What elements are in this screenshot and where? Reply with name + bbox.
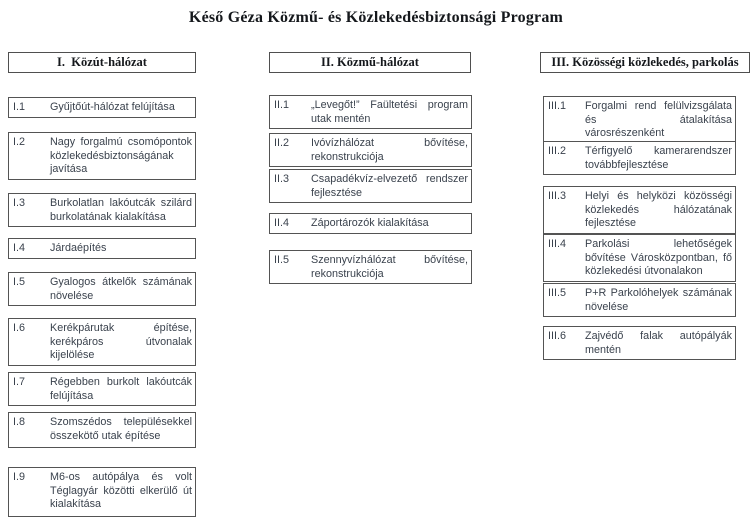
item-id: I.6 [13, 322, 26, 334]
item-box-i2 [8, 132, 196, 180]
item-text: Járdaépítés [50, 242, 107, 254]
column-header-kozmu-halozat: II. Közmű-hálózat [269, 52, 471, 73]
item-text: Gyalogos átkelők számának növelése [50, 276, 192, 302]
item-text: Kerékpárutak építése, kerékpáros útvonalak kijelölése [50, 322, 192, 362]
item-box-i8 [8, 412, 196, 448]
item-text: „Levegőt!” Faültetési program utak mentén [311, 99, 468, 125]
item-id: I.2 [13, 136, 26, 148]
item-box-ii4 [269, 213, 472, 234]
item-box-i7 [8, 372, 196, 406]
column-header-kozut-halozat: I. Közút-hálózat [8, 52, 196, 73]
item-text: P+R Parkolóhelyek számának növelése [585, 287, 732, 313]
page-title: Késő Géza Közmű- és Közlekedésbiztonsági Program [188, 9, 564, 26]
item-box-iii5 [543, 283, 736, 317]
item-box-ii3 [269, 169, 472, 203]
item-text: Szennyvízhálózat bővítése, rekonstrukciója [311, 254, 468, 280]
item-text: Régebben burkolt lakóutcák felújítása [50, 376, 192, 402]
item-box-ii2 [269, 133, 472, 167]
item-text: Nagy forgalmú csomópontok közlekedésbiztonságának javítása [50, 136, 192, 176]
item-id: II.4 [274, 217, 290, 229]
item-text: Burkolatlan lakóutcák szilárd burkolatának kialakítása [50, 197, 192, 223]
item-text: Csapadékvíz-elvezető rendszer fejlesztése [311, 173, 468, 199]
item-box-iii4 [543, 234, 736, 282]
item-id: III.4 [548, 238, 567, 250]
item-id: II.5 [274, 254, 290, 266]
item-box-iii6 [543, 326, 736, 360]
item-id: II.3 [274, 173, 290, 185]
item-id: I.9 [13, 471, 26, 483]
item-text: Záportározók kialakítása [311, 217, 429, 229]
item-text: Parkolási lehetőségek bővítése Városközpontban, fő közlekedési útvonalakon [585, 238, 732, 278]
item-box-ii1 [269, 95, 472, 129]
item-id: I.8 [13, 416, 26, 428]
item-box-i6 [8, 318, 196, 366]
item-box-i4 [8, 238, 196, 259]
item-id: I.4 [13, 242, 26, 254]
item-id: II.2 [274, 137, 290, 149]
item-id: I.7 [13, 376, 26, 388]
item-text: Gyűjtőút-hálózat felújítása [50, 101, 175, 113]
item-text: Helyi és helyközi közösségi közlekedés hálózatának fejlesztése [585, 190, 732, 230]
item-box-i1 [8, 97, 196, 118]
item-box-iii3 [543, 186, 736, 234]
item-box-iii1 [543, 96, 736, 144]
item-id: II.1 [274, 99, 290, 111]
item-text: Térfigyelő kamerarendszer továbbfejlesztése [585, 145, 732, 171]
item-box-i3 [8, 193, 196, 227]
item-id: III.6 [548, 330, 567, 342]
item-text: Zajvédő falak autópályák mentén [585, 330, 732, 356]
item-text: Forgalmi rend felülvizsgálata és átalakítása városrészenként [585, 100, 732, 140]
item-id: III.1 [548, 100, 567, 112]
item-box-i5 [8, 272, 196, 306]
item-text: Szomszédos településekkel összekötő utak építése [50, 416, 192, 442]
item-text: M6-os autópálya és volt Téglagyár közötti elkerülő út kialakítása [50, 471, 192, 511]
item-box-iii2 [543, 141, 736, 175]
item-id: I.3 [13, 197, 26, 209]
item-id: I.5 [13, 276, 26, 288]
item-id: III.2 [548, 145, 567, 157]
column-header-kozossegi-kozlekedes: III. Közösségi közlekedés, parkolás [540, 52, 750, 73]
item-text: Ivóvízhálózat bővítése, rekonstrukciója [311, 137, 468, 163]
item-id: I.1 [13, 101, 26, 113]
item-id: III.5 [548, 287, 567, 299]
item-box-ii5 [269, 250, 472, 284]
item-box-i9 [8, 467, 196, 517]
item-id: III.3 [548, 190, 567, 202]
